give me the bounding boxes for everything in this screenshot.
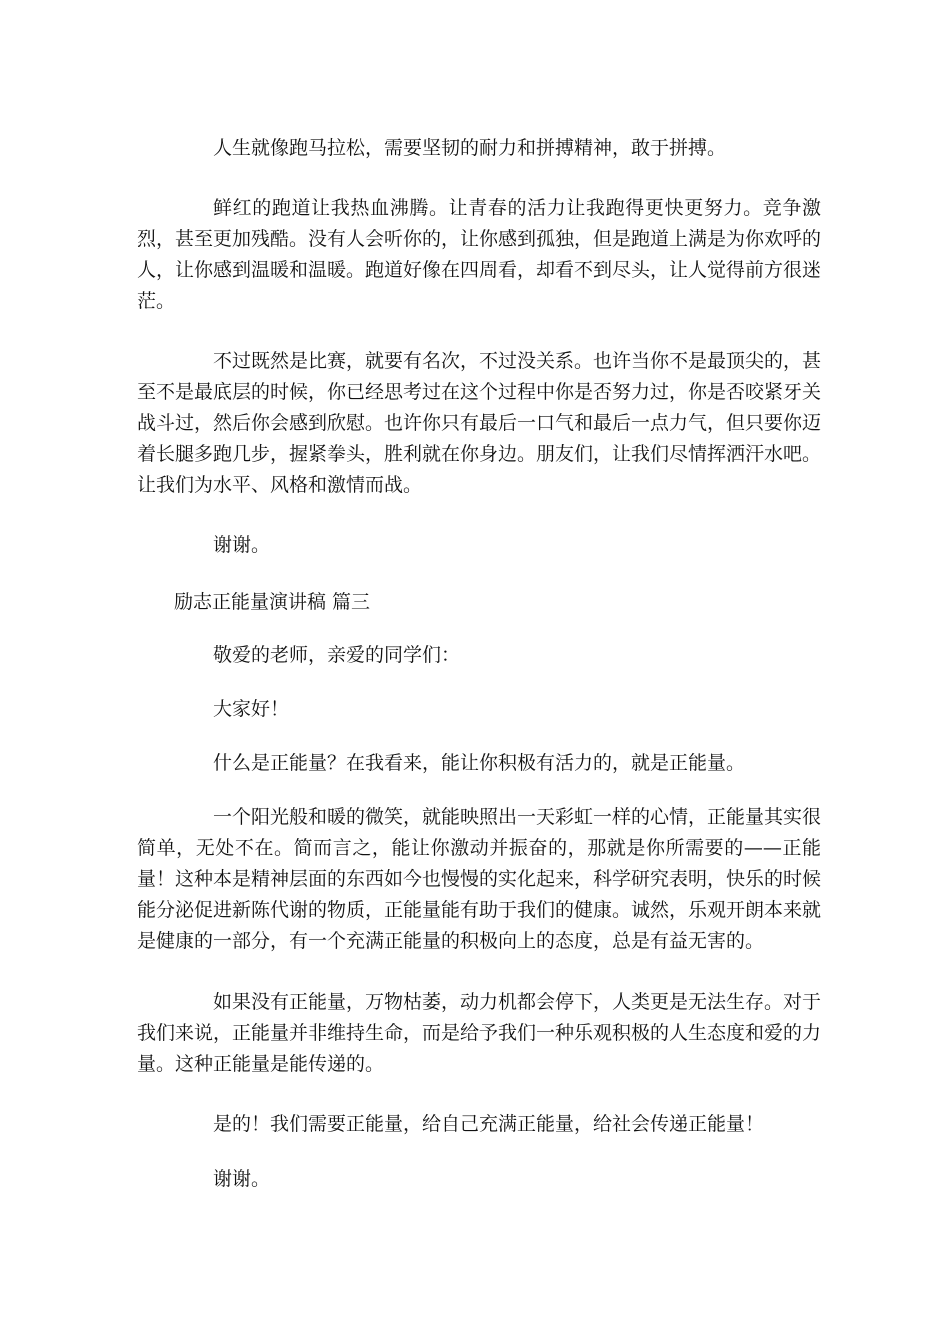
section-title: 励志正能量演讲稿 篇三: [174, 591, 371, 613]
paragraph-what-is: 什么是正能量？在我看来，能让你积极有活力的，就是正能量。: [213, 752, 746, 774]
paragraph-without: 如果没有正能量，万物枯萎，动力机都会停下，人类更是无法生存。对于我们来说，正能量并非维持生命，而是给予我们一种乐观积极的人生态度和爱的力量。这种正能量是能传递的。: [137, 991, 822, 1075]
paragraph-thanks-1: 谢谢。: [213, 534, 271, 556]
paragraph-competition: 不过既然是比赛，就要有名次，不过没关系。也许当你不是最顶尖的，甚至不是最底层的时候，你已经思考过在这个过程中你是否努力过，你是否咬紧牙关战斗过，然后你会感到欣慰。也许你只有最后一口气和最后一点力气，但只要你迈着长腿多跑几步，握紧拳头，胜利就在你身边。朋友们，让我们尽情挥洒汗水吧。让我们为水平、风格和激情而战。: [137, 350, 822, 496]
paragraph-salutation: 敬爱的老师，亲爱的同学们：: [213, 644, 461, 666]
paragraph-thanks-2: 谢谢。: [213, 1168, 271, 1190]
paragraph-marathon: 人生就像跑马拉松，需要坚韧的耐力和拼搏精神，敢于拼搏。: [213, 137, 727, 159]
paragraph-greeting: 大家好！: [213, 698, 290, 720]
paragraph-yes: 是的！我们需要正能量，给自己充满正能量，给社会传递正能量！: [213, 1113, 765, 1135]
paragraph-track: 鲜红的跑道让我热血沸腾。让青春的活力让我跑得更快更努力。竞争激烈，甚至更加残酷。没有人会听你的，让你感到孤独，但是跑道上满是为你欢呼的人，让你感到温暖和温暖。跑道好像在四周看，却看不到尽头，让人觉得前方很迷茫。: [137, 197, 822, 312]
paragraph-smile: 一个阳光般和暖的微笑，就能映照出一天彩虹一样的心情，正能量其实很简单，无处不在。简而言之，能让你激动并振奋的，那就是你所需要的——正能量！这种本是精神层面的东西如今也慢慢的实化起来，科学研究表明，快乐的时候能分泌促进新陈代谢的物质，正能量能有助于我们的健康。诚然，乐观开朗本来就是健康的一部分，有一个充满正能量的积极向上的态度，总是有益无害的。: [137, 806, 822, 952]
